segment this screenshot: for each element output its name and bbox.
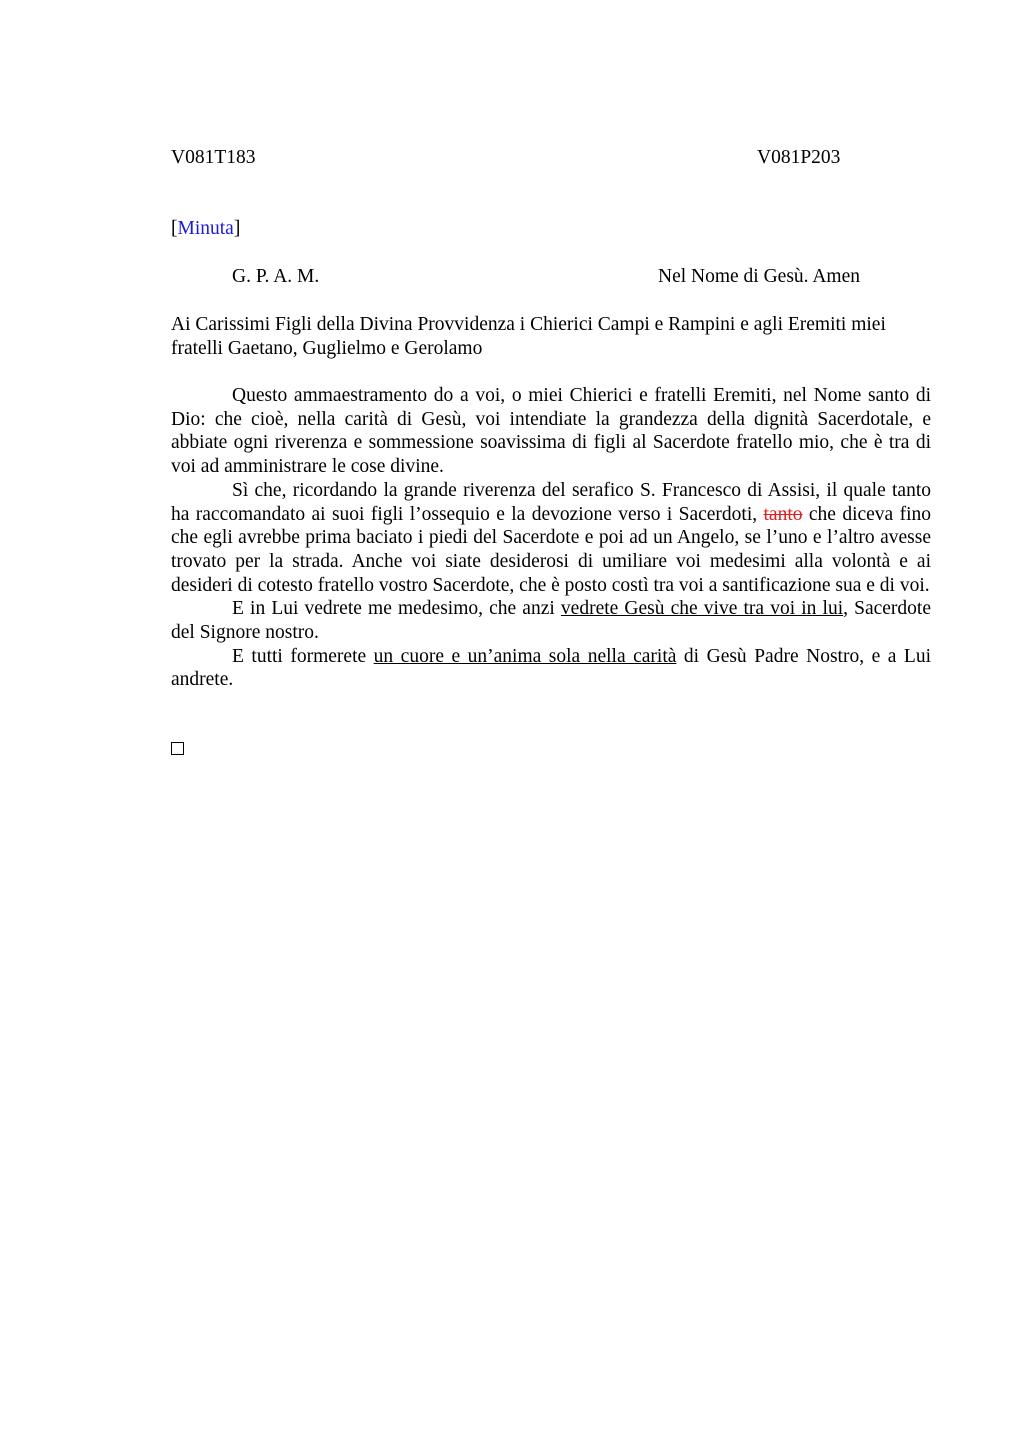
invocation-right: Nel Nome di Gesù. Amen — [658, 266, 861, 287]
paragraph-4 — [171, 645, 931, 692]
paragraph-3 — [171, 597, 931, 644]
underlined-phrase-1: vedrete Gesù che vive tra voi in lui — [560, 598, 844, 620]
bracket-close: ] — [233, 218, 241, 239]
letter-body — [171, 384, 931, 692]
paragraph-4-text-after: di Gesù Padre Nostro, e a Lui andrete. — [171, 645, 931, 691]
paragraph-4-text-before: E tutti formerete — [232, 645, 374, 667]
deleted-word: tanto — [763, 503, 803, 525]
addressee: Ai Carissimi Figli della Divina Provvidenza i Chierici Campi e Rampini e agli Eremiti miei fratelli Gaetano, Guglielmo e Gerolamo — [171, 314, 886, 359]
bracket-open: [ — [171, 218, 178, 239]
underlined-phrase-2: un cuore e un’anima sola nella carità — [373, 645, 677, 667]
paragraph-3-text-before: E in Lui vedrete me medesimo, che anzi — [232, 598, 561, 620]
empty-square-icon — [171, 742, 184, 755]
document-code-left: V081T183 — [171, 147, 256, 168]
paragraph-2-text-before: Sì che, ricordando la grande riverenza del serafico S. Francesco di Assisi, il quale tanto ha raccomandato ai suoi figli l’ossequio e la devozione verso i Sacerdoti, — [171, 479, 931, 525]
document-page — [171, 0, 931, 1450]
paragraph-2-text-after: che diceva fino che egli avrebbe prima baciato i piedi del Sacerdote e poi ad un Angelo, se l’uno e l’altro avesse trovato per la strada. Anche voi siate desiderosi di umiliare voi medesimi alla volontà e ai desideri di cotesto fratello vostro Sacerdote, che è posto costì tra voi a santificazione sua e di voi. — [171, 503, 931, 596]
paragraph-2 — [171, 479, 931, 598]
invocation-left: G. P. A. M. — [232, 266, 320, 287]
draft-note-label: Minuta — [177, 218, 234, 239]
paragraph-3-text-after: , Sacerdote del Signore nostro. — [171, 598, 931, 644]
draft-note — [171, 217, 240, 241]
document-code-right: V081P203 — [757, 147, 841, 168]
paragraph-1: Questo ammaestramento do a voi, o miei Chierici e fratelli Eremiti, nel Nome santo di Dio: che cioè, nella carità di Gesù, voi intendiate la grandezza della dignità Sacerdotale, e abbiate ogni riverenza e sommessione soavissima di figli al Sacerdote fratello mio, che è tra di voi ad amministrare le cose divine. — [171, 385, 931, 478]
